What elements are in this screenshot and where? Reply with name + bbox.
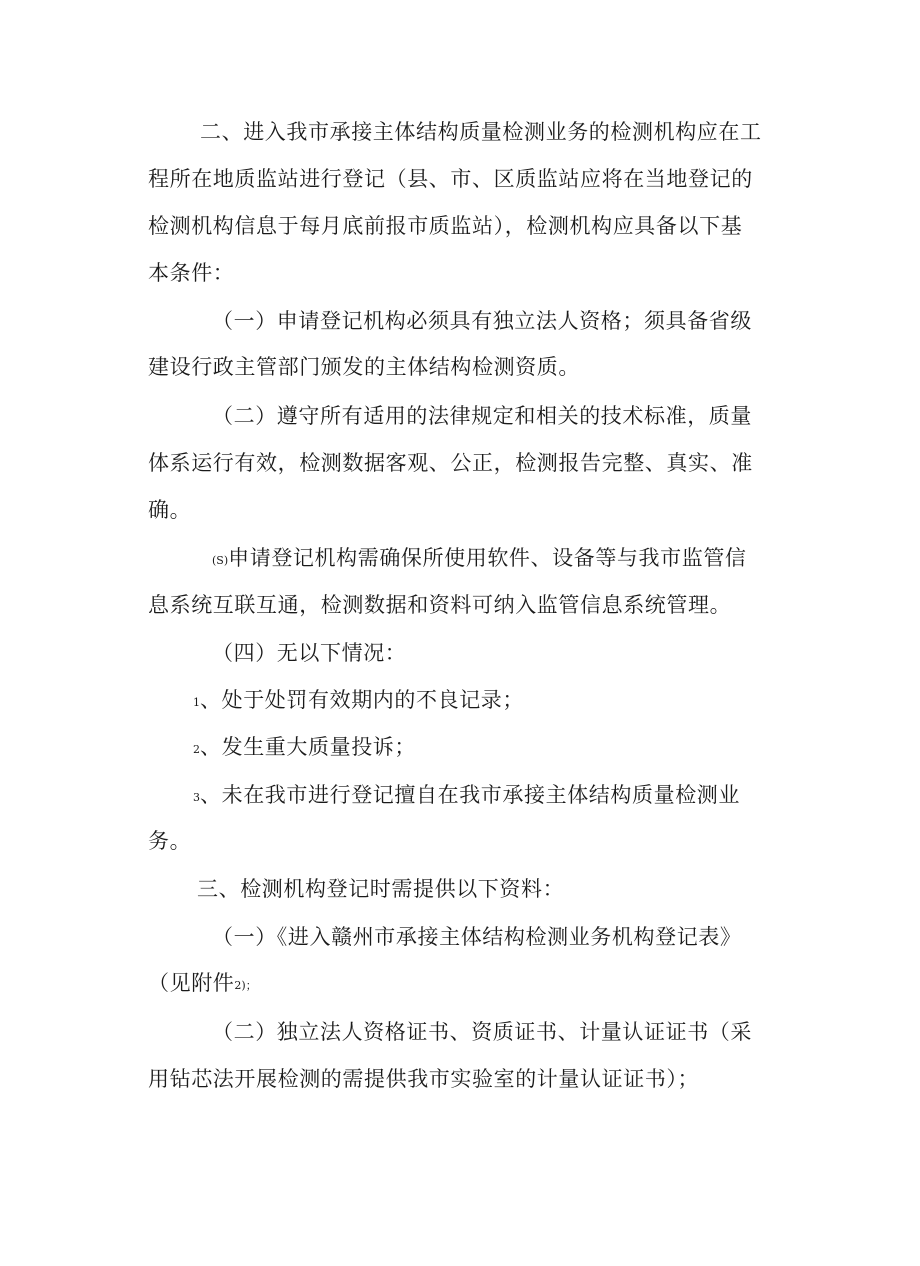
section2-line-2: 程所在地质监站进行登记（县、市、区质监站应将在当地登记的 (148, 167, 753, 191)
item2-text: 、发生重大质量投诉； (200, 735, 416, 759)
item1-line (193, 686, 524, 718)
doc1-line-2 (148, 969, 257, 1001)
item1-number: 1 (193, 696, 200, 709)
cond3-line-2: 息系统互联互通，检测数据和资料可纳入监管信息系统管理。 (148, 593, 732, 617)
doc1-line-2-text: （见附件 (148, 971, 235, 995)
cond1-line-1: （一）申请登记机构必须具有独立法人资格；须具备省级 (212, 309, 752, 333)
item3-text: 、未在我市进行登记擅自在我市承接主体结构质量检测业 (200, 783, 740, 807)
cond2-line-3: 确。 (148, 498, 192, 522)
section2-line-4: 本条件： (148, 261, 235, 285)
section2-line-1: 二、进入我市承接主体结构质量检测业务的检测机构应在工 (200, 120, 762, 144)
doc2-line-1: （二）独立法人资格证书、资质证书、计量认证证书（采 (212, 1020, 752, 1044)
item3-number: 3 (193, 791, 200, 804)
cond3-line-1-text: 申请登记机构需确保所使用软件、设备等与我市监管信 (228, 546, 747, 570)
doc1-attachment-ref: 2)； (234, 979, 257, 992)
section3-line-1: 三、检测机构登记时需提供以下资料： (197, 877, 565, 901)
cond4-line-1: （四）无以下情况： (212, 641, 407, 665)
section2-line-3: 检测机构信息于每月底前报市质监站），检测机构应具备以下基 (148, 214, 743, 238)
cond3-line-1 (212, 544, 747, 576)
item2-number: 2 (193, 743, 200, 756)
item1-text: 、处于处罚有效期内的不良记录； (200, 688, 524, 712)
cond2-line-2: 体系运行有效，检测数据客观、公正，检测报告完整、真实、准 (148, 451, 753, 475)
item3-line-2: 务。 (148, 829, 192, 853)
item2-line (193, 733, 416, 765)
doc1-line-1: （一）《进入赣州市承接主体结构检测业务机构登记表》 (212, 925, 742, 949)
doc2-line-2: 用钻芯法开展检测的需提供我市实验室的计量认证证书）； (148, 1067, 700, 1091)
cond1-line-2: 建设行政主管部门颁发的主体结构检测资质。 (148, 355, 580, 379)
cond2-line-1: （二）遵守所有适用的法律规定和相关的技术标准，质量 (212, 404, 752, 428)
item3-line-1 (193, 781, 740, 813)
cond3-marker: (S) (212, 554, 229, 567)
